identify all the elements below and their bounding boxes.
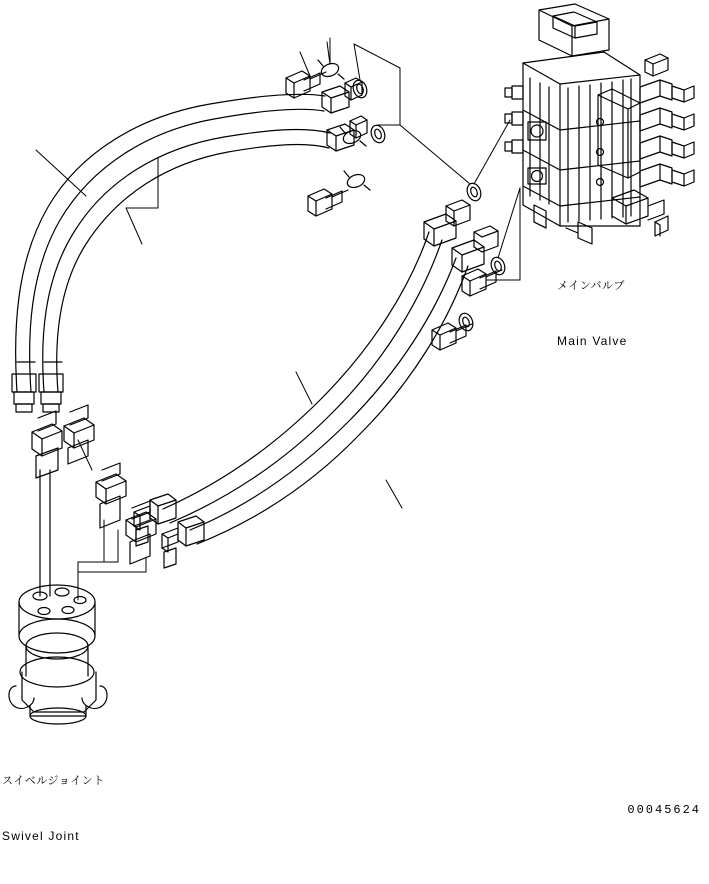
elbow-fitting-left-upper (64, 405, 94, 464)
label-swivel-joint-en: Swivel Joint (2, 828, 80, 843)
hose-lower-outer (134, 200, 470, 546)
clamp-upper-mid (344, 171, 370, 190)
bolt-lower-right (432, 323, 472, 350)
label-swivel-joint-jp: スイベルジョイント (2, 775, 105, 787)
hose-upper-inner (39, 116, 367, 412)
part-number: 00045624 (627, 803, 701, 817)
label-main-valve-en: Main Valve (557, 333, 628, 348)
label-main-valve (557, 240, 627, 389)
elbow-fitting-left-lower (96, 463, 126, 528)
o-ring-center-right (465, 181, 483, 202)
main-valve-assembly (505, 4, 694, 244)
hose-upper-outer (12, 78, 362, 412)
clamp-upper-left (318, 60, 344, 79)
hose-lower-inner (162, 226, 498, 568)
bolt-upper-mid (308, 189, 348, 216)
elbow-fitting-mid-left (126, 501, 156, 564)
label-swivel-joint (2, 735, 105, 884)
label-main-valve-jp: メインバルブ (557, 280, 626, 292)
bolt-center-right (462, 269, 502, 296)
o-ring-upper-right (369, 123, 387, 144)
swivel-joint-assembly (9, 411, 107, 724)
